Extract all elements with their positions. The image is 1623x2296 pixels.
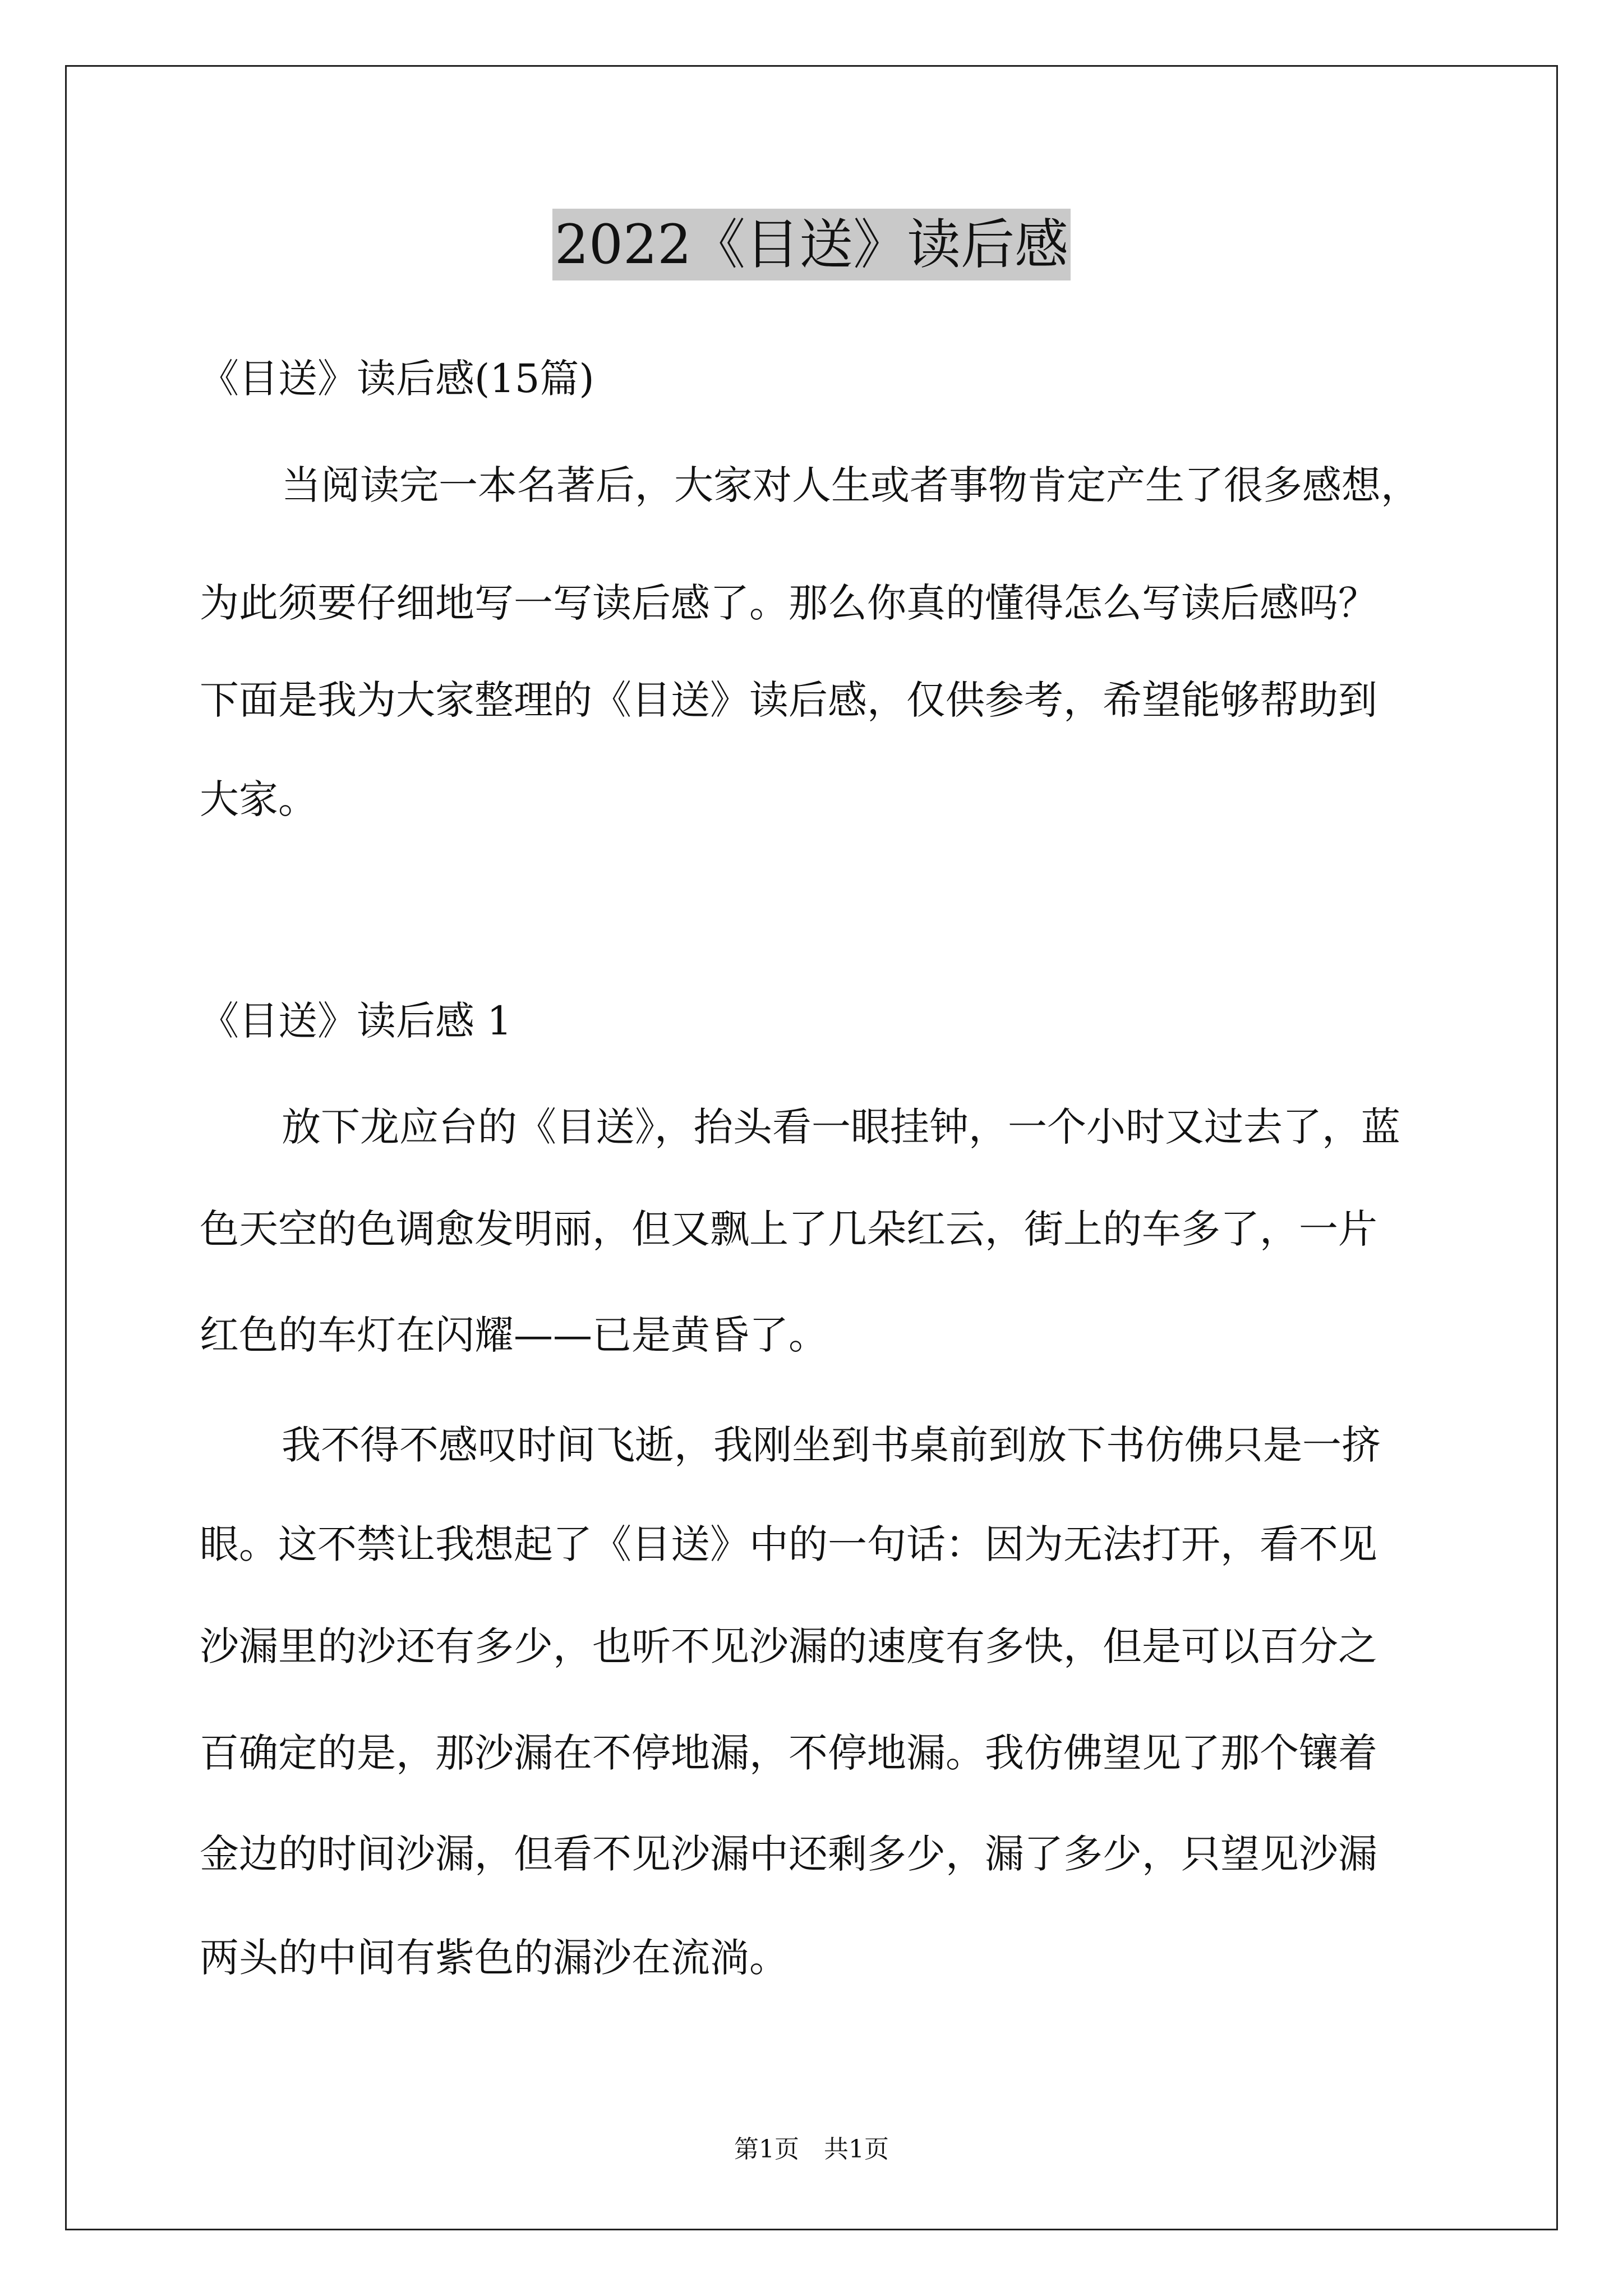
paragraph-line: 金边的时间沙漏，但看不见沙漏中还剩多少，漏了多少，只望见沙漏 [200, 1831, 1377, 1877]
paragraph-line: 红色的车灯在闪耀——已是黄昏了。 [200, 1312, 828, 1358]
intro-line: 下面是我为大家整理的《目送》读后感，仅供参考，希望能够帮助到 [200, 677, 1377, 723]
document-subtitle: 《目送》读后感(15篇) [200, 356, 594, 402]
paragraph-line: 我不得不感叹时间飞逝，我刚坐到书桌前到放下书仿佛只是一挤 [282, 1422, 1381, 1468]
intro-line: 当阅读完一本名著后，大家对人生或者事物肯定产生了很多感想， [282, 462, 1420, 508]
paragraph-line: 眼。这不禁让我想起了《目送》中的一句话：因为无法打开，看不见 [200, 1521, 1377, 1567]
section-heading: 《目送》读后感 1 [200, 998, 512, 1044]
paragraph-line: 色天空的色调愈发明丽，但又飘上了几朵红云，街上的车多了，一片 [200, 1206, 1377, 1252]
intro-line: 大家。 [200, 776, 317, 822]
intro-line: 为此须要仔细地写一写读后感了。那么你真的懂得怎么写读后感吗？ [200, 580, 1377, 626]
page-footer: 第1页 共1页 [734, 2135, 889, 2164]
paragraph-line: 两头的中间有紫色的漏沙在流淌。 [200, 1935, 789, 1981]
paragraph-line: 百确定的是，那沙漏在不停地漏，不停地漏。我仿佛望见了那个镶着 [200, 1730, 1377, 1776]
paragraph-line: 放下龙应台的《目送》，抬头看一眼挂钟，一个小时又过去了，蓝 [282, 1104, 1400, 1150]
document-title [0, 209, 1623, 280]
paragraph-line: 沙漏里的沙还有多少，也听不见沙漏的速度有多快，但是可以百分之 [200, 1623, 1377, 1669]
document-title-text: 2022《目送》读后感 [552, 209, 1071, 280]
